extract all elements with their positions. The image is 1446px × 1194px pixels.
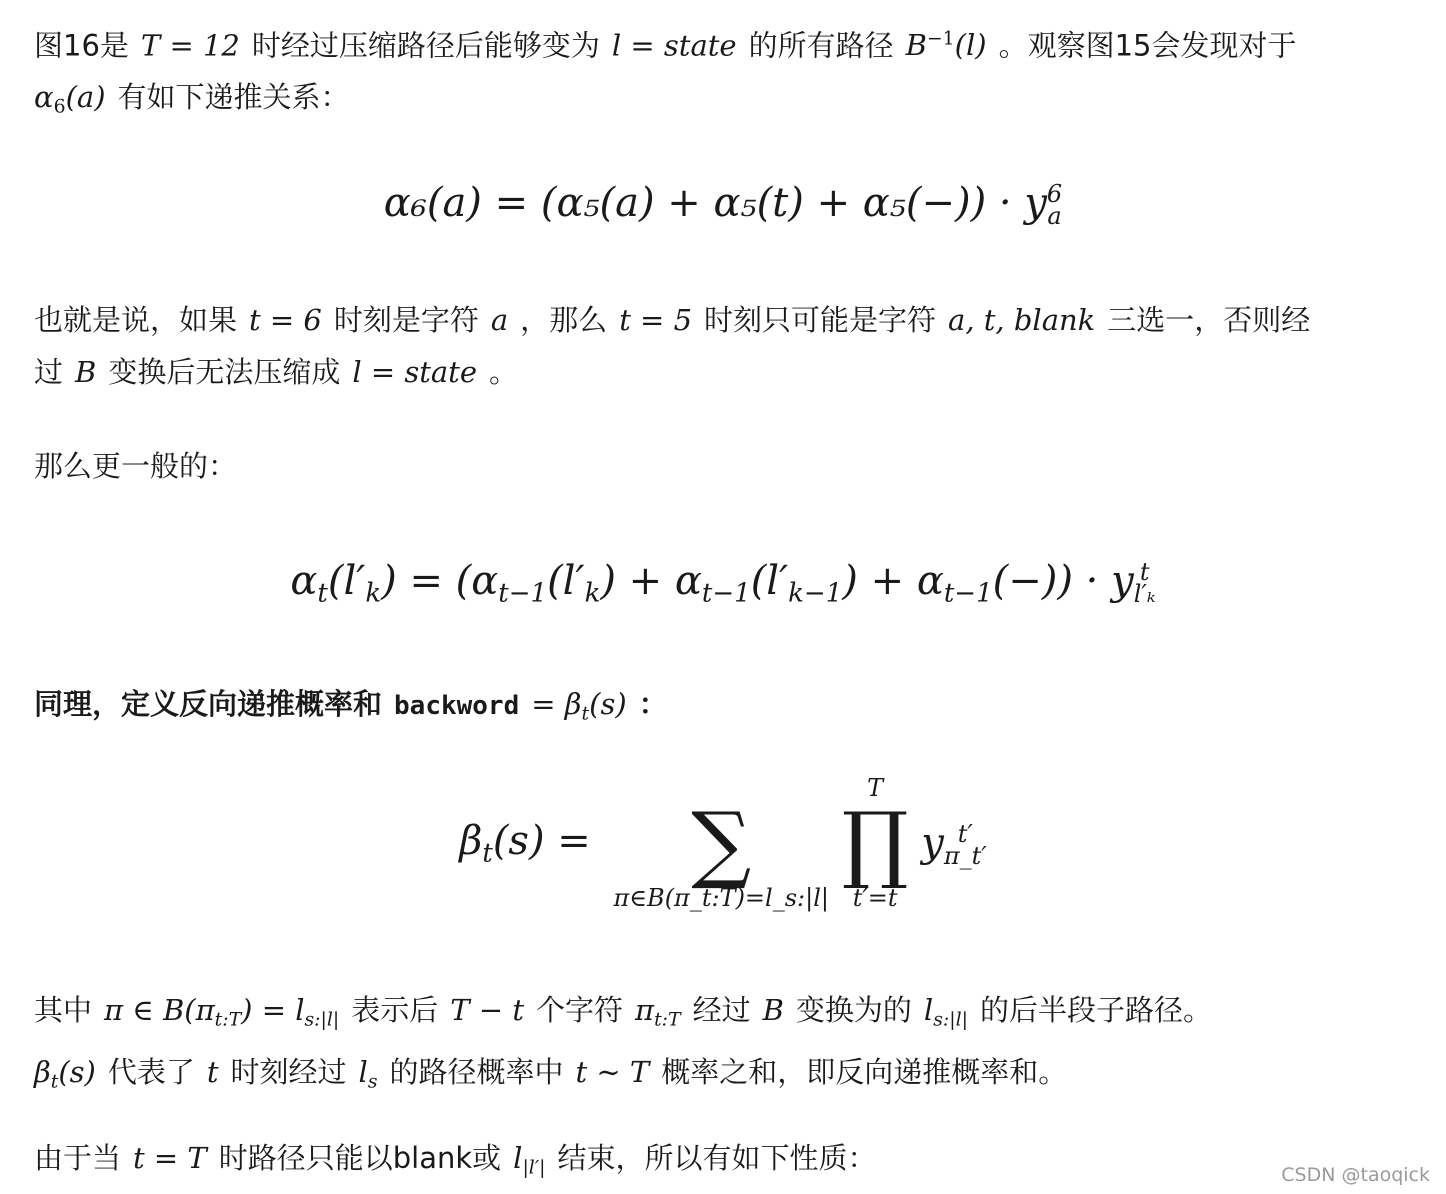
text: 图16是 — [34, 28, 129, 63]
equation-beta: $\beta_t(s)$ = ∑ π∈B(π_t:T)=l_s:|l| T ∏ t′=t y t′ π_t′ — [459, 774, 987, 913]
equation-alpha6: α₆(a) = (α₅(a) + α₅(t) + α₅(−)) · y 6 a — [383, 180, 1063, 230]
math-beta-t-s: = $\beta_t(s)$ — [531, 687, 627, 725]
math-alpha6-a: $\alpha_6(a)$ — [34, 80, 106, 118]
math-chars: a, t, blank — [948, 303, 1096, 337]
text: 有如下递推关系： — [117, 80, 350, 115]
math-t-equals-6: t = 6 — [249, 303, 322, 337]
math-T-equals-12: T = 12 — [140, 28, 240, 63]
math-B-inverse: $B^{-1}(l)$ — [905, 28, 987, 63]
math-l-equals-state: l = state — [352, 355, 477, 389]
equation-alpha-general: $\alpha_t(l'_k) = (\alpha_{t-1}(l'_k) + \alpha_{t-1}(l'_{k-1}) + \alpha_{t-1}(-)) \cdot y$ t l′ₖ — [290, 558, 1156, 609]
text: 的所有路径 — [748, 28, 894, 63]
math-char-a: a — [490, 303, 509, 337]
math-t-equals-5: t = 5 — [619, 303, 693, 337]
math-l-equals-state: l = state — [611, 28, 737, 63]
math-B: B — [75, 355, 97, 389]
csdn-watermark: CSDN @taoqick — [1281, 1164, 1430, 1186]
paragraph-3: 那么更一般的： — [34, 449, 238, 483]
paragraph-1 — [34, 14, 1414, 134]
inline-code-backword: backword — [394, 691, 520, 721]
paragraph-7: 由于当 t = T 时路径只能以blank或 $l_{|l'|}$ 结束，所以有如下性质： — [34, 1141, 877, 1179]
text: 时经过压缩路径后能够变为 — [251, 28, 600, 63]
paragraph-4: 同理，定义反向递推概率和 backword = $\beta_t(s)$ ： — [34, 687, 668, 725]
text: 。观察图15会发现对于 — [998, 28, 1297, 63]
paragraph-2: 也就是说，如果 t = 6 时刻是字符 a ，那么 t = 5 时刻只可能是字符 a, t, blank 三选一，否则经 过 B 变换后无法压缩成 l = state 。 — [34, 303, 1311, 389]
paragraph-5: 其中 π ∈ $B(\pi_{t:T}) = l_{s:|l|}$ 表示后 T − t 个字符 $\pi_{t:T}$ 经过 B 变换为的 $l_{s:|l|}$ 的后半段子路径。 $\beta_t(s)$ 代表了 t 时刻经过 $l_s$ 的路径概率中 t ∼ T 概率之和，即反向递推概率和。 — [34, 993, 1212, 1093]
